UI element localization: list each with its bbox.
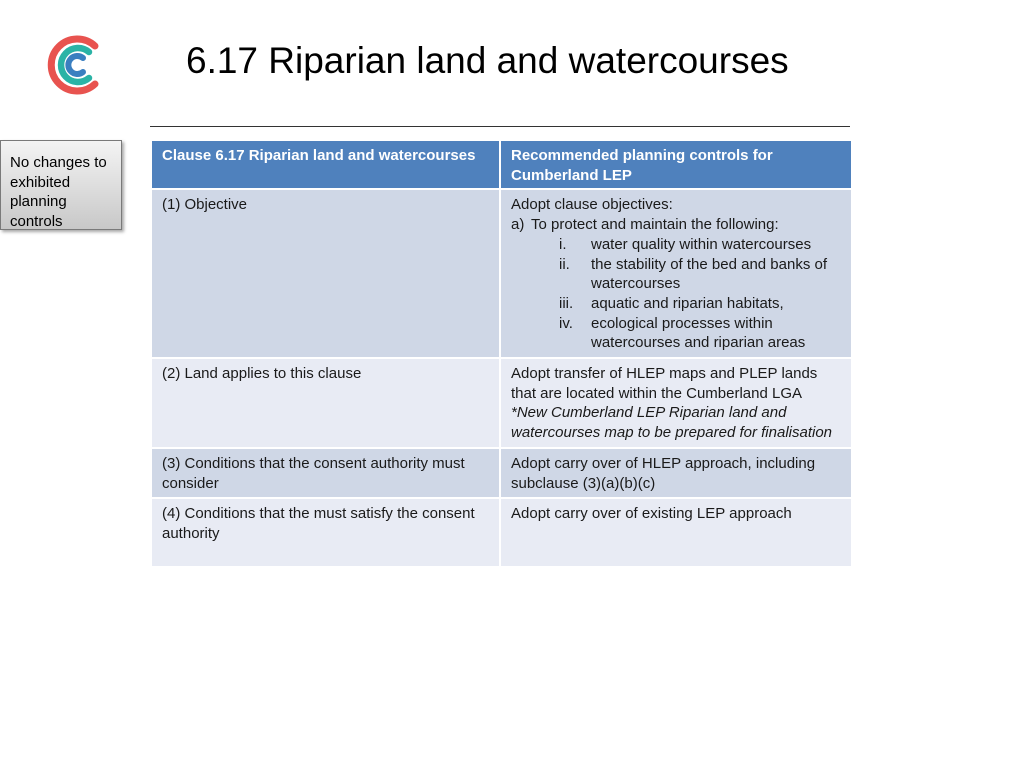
table-row (151, 189, 852, 358)
table-row (151, 498, 852, 567)
clause-cell: (3) Conditions that the consent authority must consider (151, 448, 500, 498)
subclause-label: a) (511, 216, 525, 234)
page-title: 6.17 Riparian land and watercourses (186, 40, 789, 81)
list-item-text: water quality within watercourses (591, 235, 812, 253)
list-item-number: iii. (559, 294, 574, 312)
objective-subclause (511, 215, 842, 235)
recommendation-cell (500, 358, 852, 448)
side-note-line: No changes to (10, 154, 107, 171)
title-divider (150, 126, 850, 127)
clause-cell: (1) Objective (151, 189, 500, 358)
table-row (151, 358, 852, 448)
list-item-text: aquatic and riparian habitats, (591, 294, 784, 312)
recommendation-cell: Adopt carry over of existing LEP approach (500, 498, 852, 567)
recommendation-cell: Adopt carry over of HLEP approach, including subclause (3)(a)(b)(c) (500, 448, 852, 498)
clause-cell: (4) Conditions that the must satisfy the consent authority (151, 498, 500, 567)
side-note-line: controls (10, 212, 63, 230)
objective-list (511, 235, 842, 353)
column-header-recommended: Recommended planning controls for Cumberland LEP (500, 140, 852, 189)
side-note-line: planning (10, 193, 67, 210)
recommendation-cell (500, 189, 852, 358)
table-row (151, 448, 852, 498)
list-item (511, 314, 842, 353)
side-note-line: exhibited (10, 173, 71, 191)
list-item (511, 235, 842, 255)
list-item-number: ii. (559, 255, 570, 273)
subclause-text: To protect and maintain the following: (531, 216, 779, 234)
side-note-callout (0, 140, 122, 230)
cumberland-logo-icon (44, 32, 106, 98)
planning-controls-table (150, 139, 853, 568)
list-item-text: ecological processes within watercourses and riparian areas (591, 314, 806, 352)
list-item-number: iv. (559, 314, 573, 332)
recommendation-note: *New Cumberland LEP Riparian land and watercourses map to be prepared for finalisation (511, 404, 833, 442)
clause-cell: (2) Land applies to this clause (151, 358, 500, 448)
list-item-number: i. (559, 235, 567, 253)
recommendation-text: Adopt transfer of HLEP maps and PLEP lands that are located within the Cumberland LGA (511, 365, 818, 402)
column-header-clause: Clause 6.17 Riparian land and watercourses (151, 140, 500, 189)
table-header-row (151, 140, 852, 189)
list-item (511, 294, 842, 314)
list-item (511, 255, 842, 294)
recommendation-intro: Adopt clause objectives: (511, 196, 673, 214)
list-item-text: the stability of the bed and banks of watercourses (591, 255, 827, 293)
